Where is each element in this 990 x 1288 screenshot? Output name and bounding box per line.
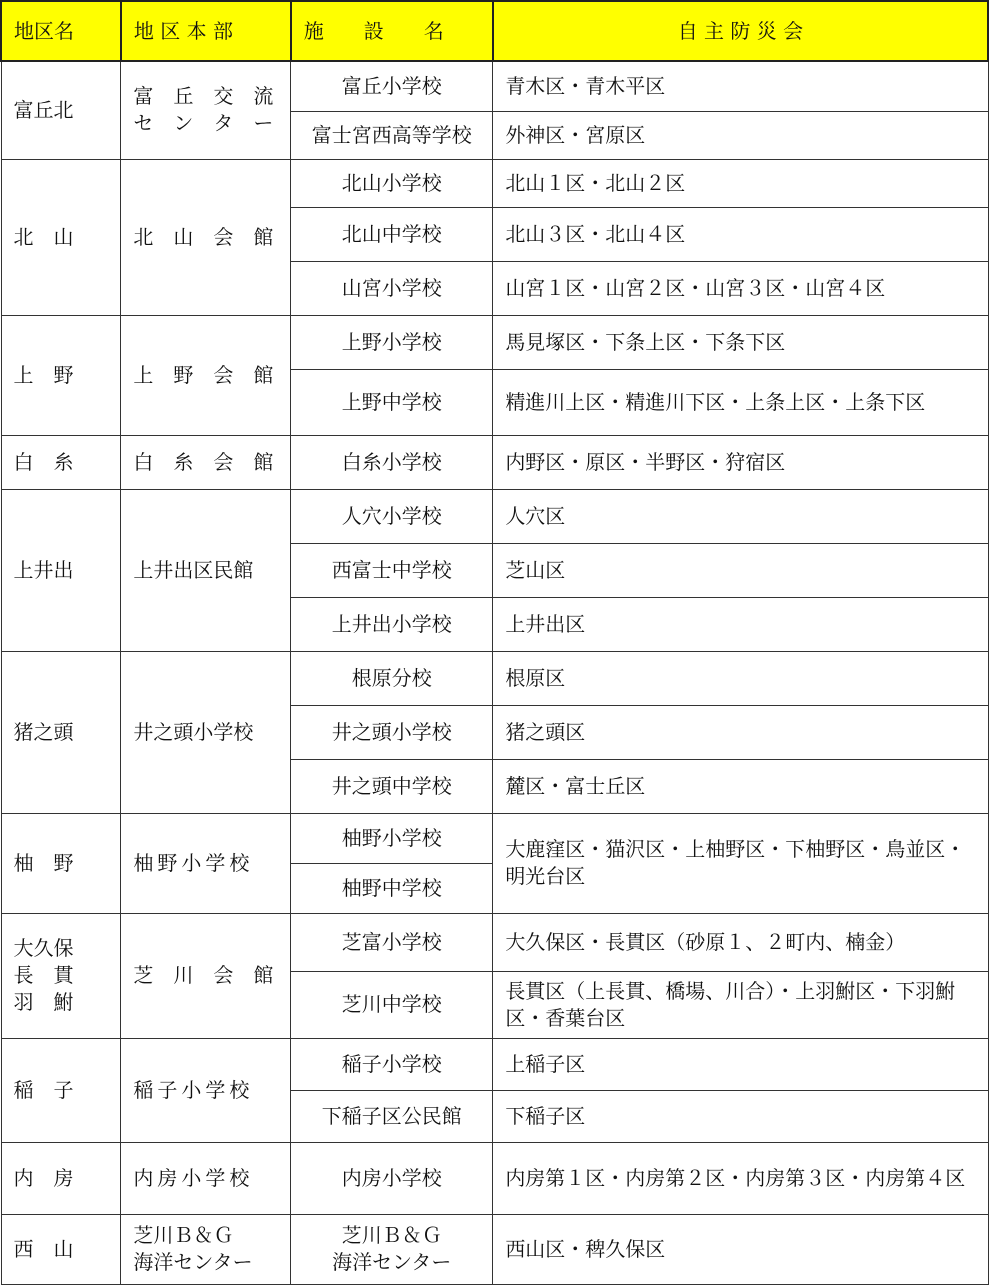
association-cell: 人穴区 <box>493 489 988 543</box>
association-cell: 大久保区・長貫区（砂原１、２町内、楠金） <box>493 913 988 971</box>
facility-cell: 内房小学校 <box>291 1142 493 1214</box>
header-facility: 施 設 名 <box>291 1 493 61</box>
hq-cell: 内房小学校 <box>121 1142 291 1214</box>
facility-cell: 上野中学校 <box>291 369 493 435</box>
association-cell: 馬見塚区・下条上区・下条下区 <box>493 315 988 369</box>
association-cell: 大鹿窪区・猫沢区・上柚野区・下柚野区・鳥並区・明光台区 <box>493 813 988 913</box>
district-cell: 猪之頭 <box>1 651 121 813</box>
district-cell: 白 糸 <box>1 435 121 489</box>
association-cell: 芝山区 <box>493 543 988 597</box>
header-district: 地区名 <box>1 1 121 61</box>
table-row <box>1 1142 988 1214</box>
hq-cell: 稲子小学校 <box>121 1038 291 1142</box>
association-cell: 北山３区・北山４区 <box>493 207 988 261</box>
facility-cell: 北山中学校 <box>291 207 493 261</box>
association-cell: 精進川上区・精進川下区・上条上区・上条下区 <box>493 369 988 435</box>
facility-cell: 富丘小学校 <box>291 61 493 111</box>
association-cell: 麓区・富士丘区 <box>493 759 988 813</box>
facility-cell: 井之頭小学校 <box>291 705 493 759</box>
table-row <box>1 651 988 705</box>
association-cell: 上稲子区 <box>493 1038 988 1090</box>
association-cell: 長貫区（上長貫、橋場、川合）・上羽鮒区・下羽鮒区・香葉台区 <box>493 971 988 1038</box>
association-cell: 猪之頭区 <box>493 705 988 759</box>
table-row <box>1 435 988 489</box>
district-cell: 北 山 <box>1 159 121 315</box>
facility-cell: 北山小学校 <box>291 159 493 207</box>
association-cell: 西山区・稗久保区 <box>493 1214 988 1284</box>
table-row <box>1 1214 988 1284</box>
facility-cell: 山宮小学校 <box>291 261 493 315</box>
hq-cell: 上 野 会 館 <box>121 315 291 435</box>
association-cell: 北山１区・北山２区 <box>493 159 988 207</box>
hq-cell: 上井出区民館 <box>121 489 291 651</box>
association-cell: 外神区・宮原区 <box>493 111 988 159</box>
table-row <box>1 315 988 369</box>
hq-cell: 柚野小学校 <box>121 813 291 913</box>
district-cell: 上 野 <box>1 315 121 435</box>
hq-cell: 芝川Ｂ＆Ｇ 海洋センター <box>121 1214 291 1284</box>
facility-cell: 人穴小学校 <box>291 489 493 543</box>
facility-cell: 根原分校 <box>291 651 493 705</box>
table-row <box>1 159 988 207</box>
hq-cell: 富 丘 交 流 セ ン タ ー <box>121 61 291 159</box>
facility-cell: 芝川中学校 <box>291 971 493 1038</box>
district-cell: 柚 野 <box>1 813 121 913</box>
association-cell: 内野区・原区・半野区・狩宿区 <box>493 435 988 489</box>
facility-cell: 下稲子区公民館 <box>291 1090 493 1142</box>
hq-cell: 井之頭小学校 <box>121 651 291 813</box>
table-row <box>1 1038 988 1090</box>
facility-cell: 芝川Ｂ＆Ｇ 海洋センター <box>291 1214 493 1284</box>
header-row <box>1 1 988 61</box>
association-cell: 下稲子区 <box>493 1090 988 1142</box>
header-hq: 地 区 本 部 <box>121 1 291 61</box>
table-row <box>1 489 988 543</box>
association-cell: 内房第１区・内房第２区・内房第３区・内房第４区 <box>493 1142 988 1214</box>
association-cell: 上井出区 <box>493 597 988 651</box>
hq-cell: 芝 川 会 館 <box>121 913 291 1038</box>
facility-cell: 上野小学校 <box>291 315 493 369</box>
district-cell: 稲 子 <box>1 1038 121 1142</box>
hq-cell: 北 山 会 館 <box>121 159 291 315</box>
table-row <box>1 913 988 971</box>
facility-cell: 井之頭中学校 <box>291 759 493 813</box>
facility-cell: 上井出小学校 <box>291 597 493 651</box>
hq-cell: 白 糸 会 館 <box>121 435 291 489</box>
facility-cell: 西富士中学校 <box>291 543 493 597</box>
facility-cell: 柚野中学校 <box>291 863 493 913</box>
district-cell: 西 山 <box>1 1214 121 1284</box>
facility-cell: 柚野小学校 <box>291 813 493 863</box>
header-association: 自 主 防 災 会 <box>493 1 988 61</box>
facility-cell: 稲子小学校 <box>291 1038 493 1090</box>
association-cell: 根原区 <box>493 651 988 705</box>
facility-cell: 芝富小学校 <box>291 913 493 971</box>
facility-cell: 白糸小学校 <box>291 435 493 489</box>
table-row <box>1 61 988 111</box>
facility-cell: 富士宮西高等学校 <box>291 111 493 159</box>
association-cell: 青木区・青木平区 <box>493 61 988 111</box>
association-cell: 山宮１区・山宮２区・山宮３区・山宮４区 <box>493 261 988 315</box>
district-cell: 内 房 <box>1 1142 121 1214</box>
table-row <box>1 813 988 863</box>
district-cell: 上井出 <box>1 489 121 651</box>
district-cell: 大久保 長 貫 羽 鮒 <box>1 913 121 1038</box>
district-cell: 富丘北 <box>1 61 121 159</box>
